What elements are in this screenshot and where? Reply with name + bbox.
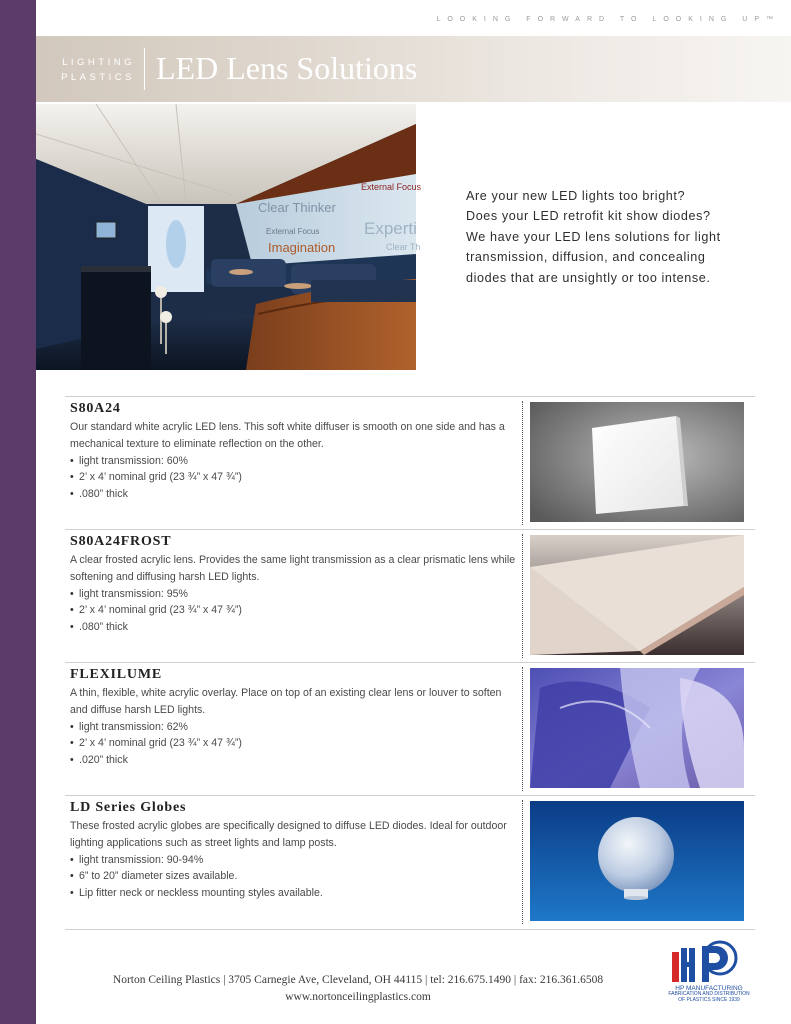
hero-wall-text-4: Imagination [268,240,336,255]
banner-category [60,55,135,85]
banner-category-line2: PLASTICS [61,72,135,83]
dotted-divider [522,401,523,525]
product-description-text: A clear frosted acrylic lens. Provides the same light transmission as a clear prismatic lens while softening and diffusing harsh LED lights. [70,554,516,583]
product-spec: • Lip fitter neck or neckless mounting styles available. [70,885,518,902]
product-spec: • 2’ x 4’ nominal grid (23 ¾” x 47 ¾”) [70,735,518,752]
product-name: S80A24 [70,401,121,416]
product-description-text: A thin, flexible, white acrylic overlay. Place on top of an existing clear lens or louver to soften and diffuse harsh LED lights. [70,687,502,716]
product-image-flexible-sheet [530,668,744,788]
product-spec: • .080” thick [70,486,518,503]
intro-line: Are your new LED lights too bright? [466,189,686,203]
product-description [70,818,518,902]
product-spec: • 2’ x 4’ nominal grid (23 ¾” x 47 ¾”) [70,602,518,619]
intro-text [466,186,766,288]
product-description [70,419,518,503]
product-spec: • 2’ x 4’ nominal grid (23 ¾” x 47 ¾”) [70,469,518,486]
intro-line: Does your LED retrofit kit show diodes? [466,209,711,224]
intro-line: diodes that are unsightly or too intense. [466,270,711,285]
dotted-divider [522,534,523,658]
product-spec: • light transmission: 90-94% [70,852,518,869]
footer-website[interactable]: www.nortonceilingplastics.com [285,991,431,1003]
logo-caption-line2: OF PLASTICS SINCE 1939 [678,997,740,1004]
hero-wall-text-6: Clear Th [386,242,421,252]
footer-contact [60,972,656,1006]
product-spec: • light transmission: 60% [70,453,518,470]
product-spec: • light transmission: 62% [70,719,518,736]
product-image-frosted-panel [530,535,744,655]
product-name: S80A24FROST [70,534,172,549]
tagline: LOOKING FORWARD TO LOOKING UP™ [436,16,780,23]
logo-caption [666,991,752,1003]
product-name: LD Series Globes [70,800,187,815]
product-spec: • .080” thick [70,619,518,636]
product-name: FLEXILUME [70,667,162,682]
product-description-text: These frosted acrylic globes are specifically designed to diffuse LED diodes. Ideal for outdoor lighting applications such as street lights and lamp posts. [70,820,507,849]
product-description [70,552,518,636]
logo-caption-line1: FABRICATION AND DISTRIBUTION [668,991,750,997]
hero-photo [36,104,422,370]
dotted-divider [522,800,523,924]
product-spec: • .020” thick [70,752,518,769]
lounge-interior-photo [36,104,422,370]
dotted-divider [522,667,523,791]
hp-manufacturing-logo [666,938,752,1018]
product-image-white-panel [530,402,744,522]
banner-category-line1: LIGHTING [62,57,135,68]
product-flexilume [65,662,755,795]
product-description-text: Our standard white acrylic LED lens. This soft white diffuser is smooth on one side and has a mechanical texture to eliminate reflection on the other. [70,421,505,450]
sidebar-stripe [0,0,36,1024]
hero-wall-text-3: External Focus [266,227,320,236]
logo-name: HP MANUFACTURING [675,985,743,992]
hero-wall-text-2: External Focus [361,182,422,192]
product-s80a24 [65,396,755,529]
hero-wall-text-1: Clear Thinker [258,200,336,215]
product-description [70,685,518,769]
product-image-globe [530,801,744,921]
product-spec: • 6” to 20” diameter sizes available. [70,868,518,885]
intro-line: transmission, diffusion, and concealing [466,250,706,265]
product-s80a24frost [65,529,755,662]
banner-divider [144,48,145,90]
intro-line: We have your LED lens solutions for light [466,229,721,244]
product-list [65,396,755,930]
page-title: LED Lens Solutions [156,50,418,86]
footer-address: Norton Ceiling Plastics | 3705 Carnegie Ave, Cleveland, OH 44115 | tel: 216.675.1490 | fax: 216.361.6508 [112,974,604,986]
product-spec: • light transmission: 95% [70,586,518,603]
hero-wall-text-5: Experti [364,219,417,238]
product-ld-series-globes [65,795,755,930]
